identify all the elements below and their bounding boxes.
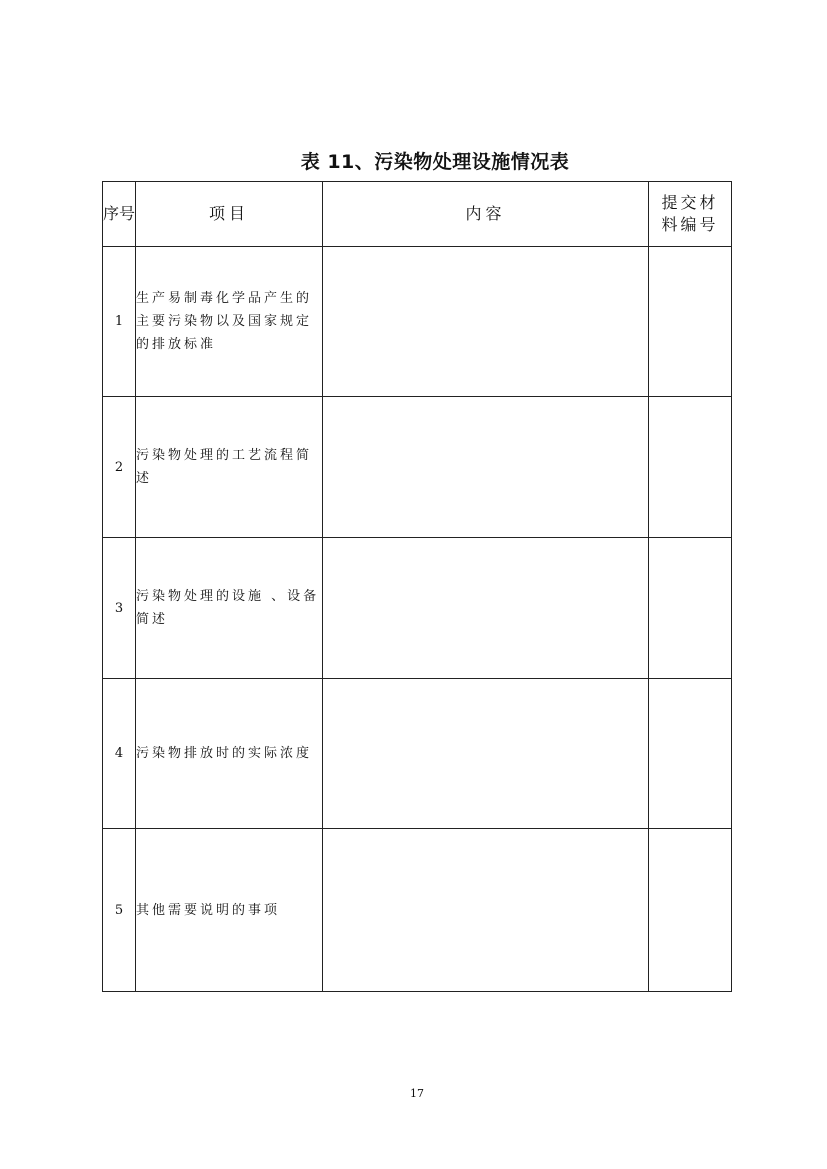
row-seq: 1 [103,247,136,397]
page-number: 17 [410,1087,424,1100]
header-item: 项目 [136,182,323,247]
table-row [103,829,732,992]
row-material-cell[interactable] [649,679,732,829]
row-item: 污染物处理的设施 、设备简述 [136,538,323,679]
row-content-cell[interactable] [323,829,649,992]
document-title: 表 11、污染物处理设施情况表 [300,151,570,173]
row-seq: 4 [103,679,136,829]
row-material-cell[interactable] [649,247,732,397]
header-seq: 序号 [103,182,136,247]
table-row [103,247,732,397]
table-row [103,679,732,829]
table-row [103,538,732,679]
row-seq: 2 [103,397,136,538]
row-content-cell[interactable] [323,397,649,538]
table-row [103,397,732,538]
row-content-cell[interactable] [323,247,649,397]
row-seq: 5 [103,829,136,992]
row-item: 污染物处理的工艺流程简述 [136,397,323,538]
row-item: 污染物排放时的实际浓度 [136,679,323,829]
row-item: 生产易制毒化学品产生的主要污染物以及国家规定的排放标准 [136,247,323,397]
row-seq: 3 [103,538,136,679]
row-material-cell[interactable] [649,538,732,679]
pollutant-treatment-table [102,181,732,992]
header-material: 提交材料编号 [649,182,732,247]
row-content-cell[interactable] [323,679,649,829]
row-material-cell[interactable] [649,397,732,538]
header-content: 内容 [323,182,649,247]
row-material-cell[interactable] [649,829,732,992]
row-item: 其他需要说明的事项 [136,829,323,992]
row-content-cell[interactable] [323,538,649,679]
table-header-row [103,182,732,247]
